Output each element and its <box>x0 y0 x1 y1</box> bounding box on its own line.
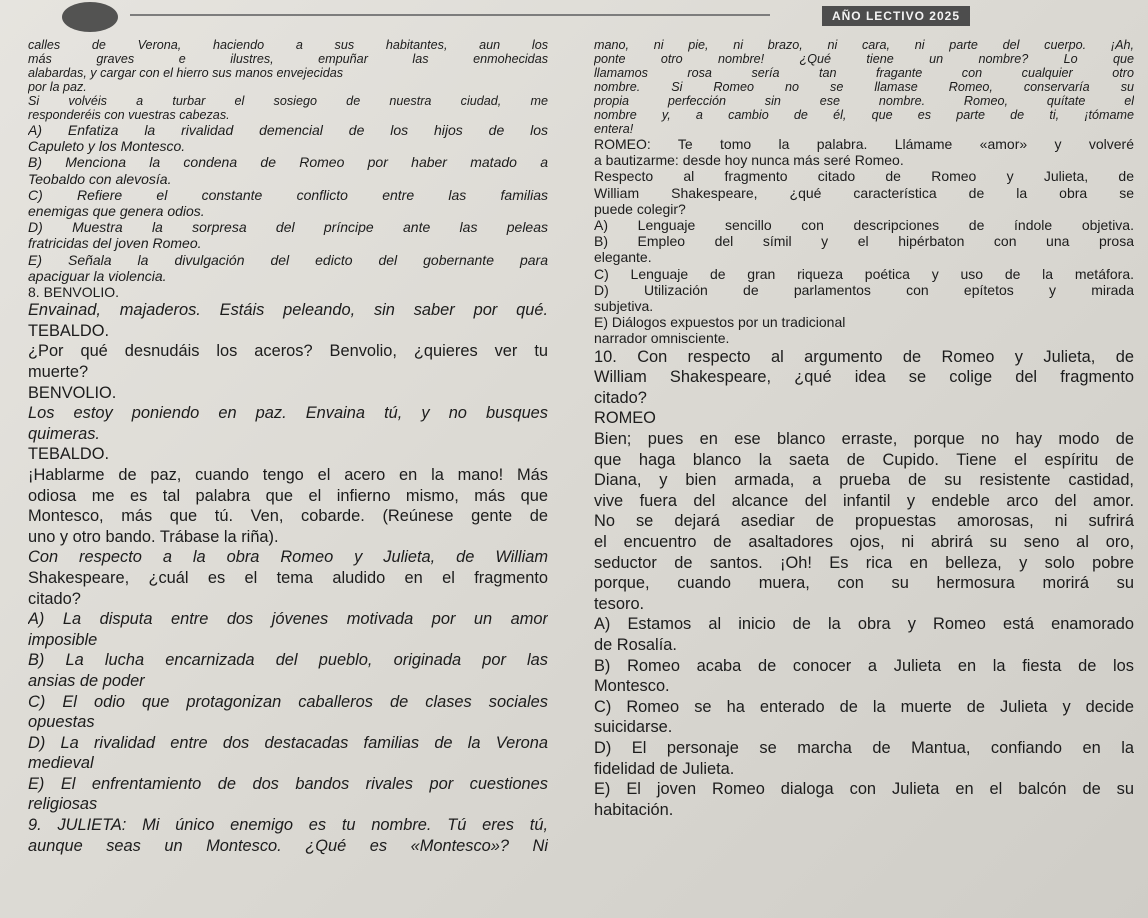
left-text-line: C) El odio que protagonizan caballeros de clases sociales <box>28 692 548 711</box>
right-text-line: C) Romeo se ha enterado de la muerte de Julieta y decide <box>594 697 1134 716</box>
right-text-line: fidelidad de Julieta. <box>594 759 735 778</box>
left-text-line: odiosa me es tal palabra que el infierno mismo, más que <box>28 486 548 505</box>
right-text-line: E) Diálogos expuestos por un tradicional <box>594 314 846 331</box>
left-text-line: más graves e ilustres, empuñar las enmohecidas <box>28 52 548 66</box>
left-text-line: TEBALDO. <box>28 321 110 340</box>
left-text-line: ansias de poder <box>28 671 145 690</box>
right-text-line: A) Estamos al inicio de la obra y Romeo está enamorado <box>594 615 1134 634</box>
right-text-line: William Shakespeare, ¿qué idea se colige del fragmento <box>594 368 1134 387</box>
left-text-line: religiosas <box>28 795 98 814</box>
page-header <box>0 0 1148 36</box>
right-text-line: Montesco. <box>594 677 670 696</box>
right-text-line: suicidarse. <box>594 718 673 737</box>
right-text-line: vive fuera del alcance del infantil y endeble arco del amor. <box>594 491 1134 510</box>
right-text-line: llamamos rosa sería tan fragante con cualquier otro <box>594 66 1134 80</box>
left-text-line: calles de Verona, haciendo a sus habitantes, aun los <box>28 38 548 52</box>
right-text-line: mano, ni pie, ni brazo, ni cara, ni parte del cuerpo. ¡Ah, <box>594 38 1134 52</box>
left-text-line: aunque seas un Montesco. ¿Qué es «Montesco»? Ni <box>28 836 548 855</box>
right-text-line: habitación. <box>594 800 674 819</box>
right-text-line: a bautizarme: desde hoy nunca más seré Romeo. <box>594 152 904 169</box>
left-text-line: enemigas que genera odios. <box>28 203 205 220</box>
right-text-line: 10. Con respecto al argumento de Romeo y Julieta, de <box>594 347 1134 366</box>
right-text-line: que haga blanco la saeta de Cupido. Tiene el espíritu de <box>594 450 1134 469</box>
header-divider <box>130 14 770 16</box>
left-text-line: Envainad, majaderos. Estáis peleando, sin saber por qué. <box>28 301 548 320</box>
left-text-line: Teobaldo con alevosía. <box>28 170 172 187</box>
right-text-line: seductor de santos. ¡Oh! Es rica en belleza, y solo pobre <box>594 553 1134 572</box>
right-text-line: porque, cuando muera, con su hermosura morirá su <box>594 574 1134 593</box>
left-text-line: A) La disputa entre dos jóvenes motivada por un amor <box>28 610 548 629</box>
right-text-line: ponte otro nombre! ¿Qué tiene un nombre? Lo que <box>594 52 1134 66</box>
left-text-line: C) Refiere el constante conflicto entre las familias <box>28 186 548 203</box>
right-text-line: narrador omnisciente. <box>594 330 730 347</box>
left-text-line: B) La lucha encarnizada del pueblo, originada por las <box>28 651 548 670</box>
left-text-line: muerte? <box>28 363 89 382</box>
left-text-line: ¡Hablarme de paz, cuando tengo el acero en la mano! Más <box>28 465 548 484</box>
right-text-line: nombre. Si Romeo no se llamase Romeo, conservaría su <box>594 80 1134 94</box>
right-text-line: D) El personaje se marcha de Mantua, confiando en la <box>594 738 1134 757</box>
left-text-line: imposible <box>28 630 98 649</box>
right-text-line: subjetiva. <box>594 298 654 315</box>
left-text-line: alabardas, y cargar con el hierro sus manos envejecidas <box>28 66 344 80</box>
right-text-line: elegante. <box>594 249 652 266</box>
left-text-line: Capuleto y los Montesco. <box>28 138 186 155</box>
left-text-line: E) Señala la divulgación del edicto del gobernante para <box>28 251 548 268</box>
right-text-line: puede colegir? <box>594 200 686 217</box>
left-text-line: opuestas <box>28 713 95 732</box>
left-text-line: 8. BENVOLIO. <box>28 284 120 301</box>
right-text-line: Diana, y bien armada, a prueba de su resistente castidad, <box>594 471 1134 490</box>
right-text-line: nombre y, a cambio de él, que es parte de ti, ¡tómame <box>594 108 1134 122</box>
left-text-line: D) La rivalidad entre dos destacadas familias de la Verona <box>28 733 548 752</box>
right-text-line: el encuentro de asaltadores ojos, ni abrirá su seno al oro, <box>594 532 1134 551</box>
left-text-line: B) Menciona la condena de Romeo por haber matado a <box>28 154 548 171</box>
year-badge: AÑO LECTIVO 2025 <box>822 6 970 26</box>
right-text-line: William Shakespeare, ¿qué característica de la obra se <box>594 184 1134 201</box>
left-text-line: A) Enfatiza la rivalidad demencial de los hijos de los <box>28 122 548 138</box>
right-text-line: de Rosalía. <box>594 635 677 654</box>
left-text-line: quimeras. <box>28 424 100 443</box>
left-text-line: TEBALDO. <box>28 445 110 464</box>
right-text-line: tesoro. <box>594 594 645 613</box>
left-text-line: 9. JULIETA: Mi único enemigo es tu nombre. Tú eres tú, <box>28 816 548 835</box>
left-text-line: citado? <box>28 589 81 608</box>
right-text-line: B) Empleo del símil y el hipérbaton con una prosa <box>594 233 1134 250</box>
right-text-line: A) Lenguaje sencillo con descripciones de índole objetiva. <box>594 217 1134 234</box>
school-logo-icon <box>62 2 118 32</box>
right-text-line: Respecto al fragmento citado de Romeo y Julieta, de <box>594 168 1134 185</box>
left-text-line: Montesco, más que tú. Ven, cobarde. (Reúnese gente de <box>28 507 548 526</box>
left-text-line: E) El enfrentamiento de dos bandos rivales por cuestiones <box>28 774 548 793</box>
left-text-line: D) Muestra la sorpresa del príncipe ante las peleas <box>28 219 548 236</box>
right-column <box>594 38 1134 820</box>
right-text-line: No se dejará asediar de propuestas amorosas, ni sufrirá <box>594 512 1134 531</box>
right-text-line: entera! <box>594 122 634 136</box>
left-text-line: por la paz. <box>28 80 87 94</box>
left-text-line: uno y otro bando. Trábase la riña). <box>28 527 279 546</box>
left-text-line: apaciguar la violencia. <box>28 267 167 284</box>
right-text-line: D) Utilización de parlamentos con epítetos y mirada <box>594 281 1134 298</box>
right-text-line: B) Romeo acaba de conocer a Julieta en la fiesta de los <box>594 656 1134 675</box>
left-column <box>28 38 548 856</box>
right-text-line: E) El joven Romeo dialoga con Julieta en el balcón de su <box>594 780 1134 799</box>
left-text-line: BENVOLIO. <box>28 383 117 402</box>
right-text-line: C) Lenguaje de gran riqueza poética y uso de la metáfora. <box>594 265 1134 282</box>
right-text-line: ROMEO: Te tomo la palabra. Llámame «amor» y volveré <box>594 136 1134 152</box>
right-text-line: propia perfección sin ese nombre. Romeo, quítate el <box>594 94 1134 108</box>
left-text-line: Si volvéis a turbar el sosiego de nuestra ciudad, me <box>28 94 548 108</box>
left-text-line: responderéis con vuestras cabezas. <box>28 108 230 122</box>
left-text-line: Con respecto a la obra Romeo y Julieta, de William <box>28 548 548 567</box>
right-text-line: citado? <box>594 388 647 407</box>
right-text-line: Bien; pues en ese blanco erraste, porque no hay modo de <box>594 430 1134 449</box>
left-text-line: Shakespeare, ¿cuál es el tema aludido en el fragmento <box>28 568 548 587</box>
left-text-line: fratricidas del joven Romeo. <box>28 235 202 252</box>
left-text-line: Los estoy poniendo en paz. Envaina tú, y no busques <box>28 404 548 423</box>
right-text-line: ROMEO <box>594 409 656 428</box>
left-text-line: medieval <box>28 754 94 773</box>
left-text-line: ¿Por qué desnudáis los aceros? Benvolio, ¿quieres ver tu <box>28 342 548 361</box>
